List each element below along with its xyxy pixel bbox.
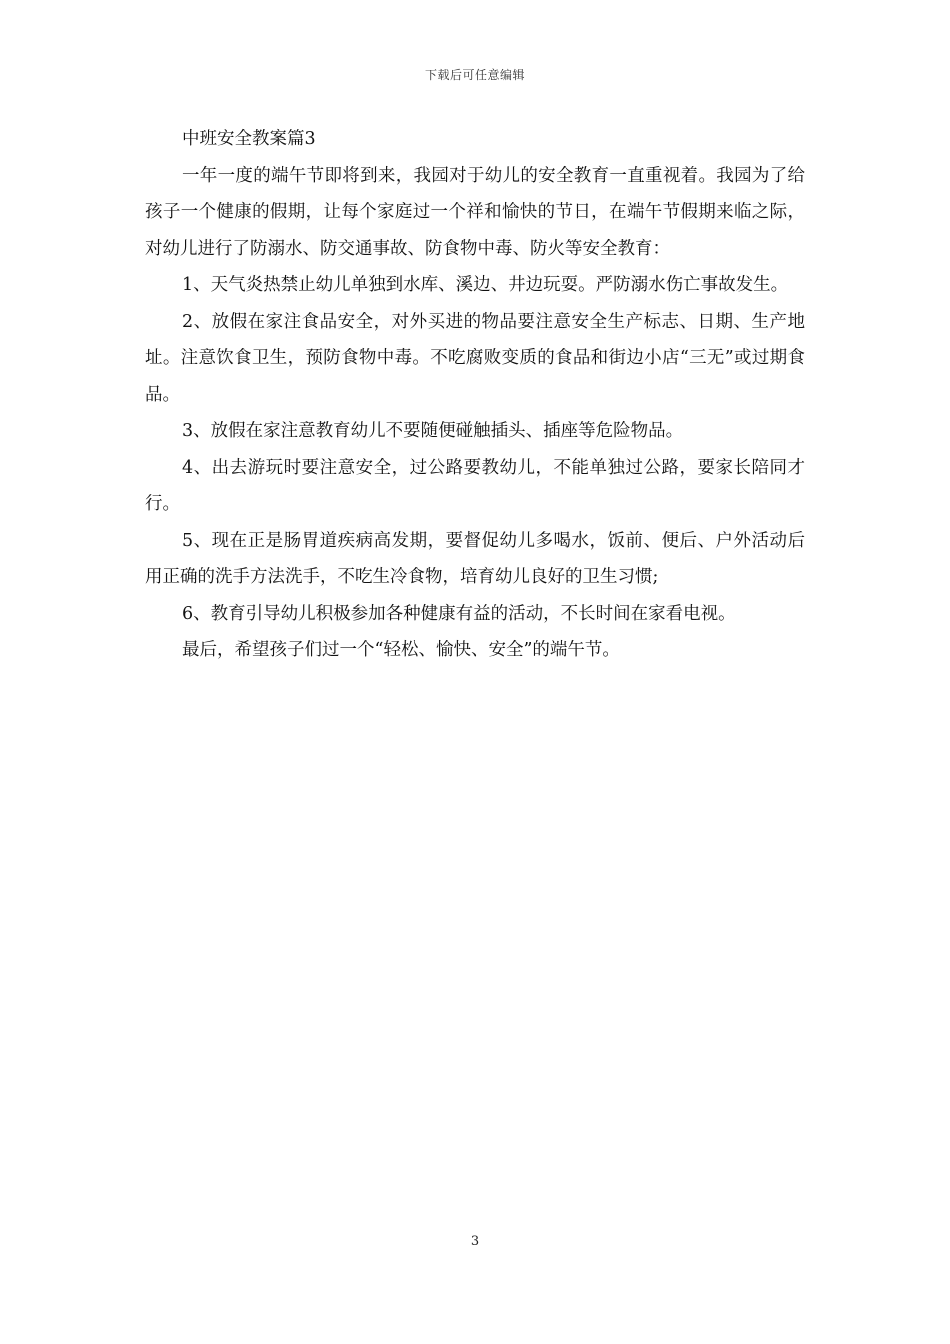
paragraph-item-6: 6、教育引导幼儿积极参加各种健康有益的活动，不长时间在家看电视。 — [182, 603, 736, 624]
paragraph-item-5: 5、现在正是肠胃道疾病高发期，要督促幼儿多喝水，饭前、便后、户外活动后用正确的洗手方法洗手，不吃生冷食物，培育幼儿良好的卫生习惯; — [145, 530, 805, 587]
paragraph-item-2: 2、放假在家注食品安全，对外买进的物品要注意安全生产标志、日期、生产地址。注意饮食卫生，预防食物中毒。不吃腐败变质的食品和街边小店“三无”或过期食品。 — [145, 311, 805, 405]
page-number: 3 — [470, 1234, 480, 1249]
paragraph-item-4: 4、出去游玩时要注意安全，过公路要教幼儿，不能单独过公路，要家长陪同才行。 — [145, 457, 805, 514]
paragraph-item-3: 3、放假在家注意教育幼儿不要随便碰触插头、插座等危险物品。 — [182, 421, 684, 441]
paragraph-intro: 一年一度的端午节即将到来，我园对于幼儿的安全教育一直重视着。我园为了给孩子一个健康的假期，让每个家庭过一个祥和愉快的节日，在端午节假期来临之际，对幼儿进行了防溺水、防交通事故、防食物中毒、防火等安全教育： — [145, 165, 805, 259]
paragraph-item-1: 1、天气炎热禁止幼儿单独到水库、溪边、井边玩耍。严防溺水伤亡事故发生。 — [182, 275, 789, 295]
page-header: 下载后可任意编辑 — [424, 68, 525, 82]
document-body — [145, 121, 805, 669]
document-title: 中班安全教案篇3 — [182, 129, 316, 149]
paragraph-closing: 最后，希望孩子们过一个“轻松、愉快、安全”的端午节。 — [182, 640, 620, 660]
